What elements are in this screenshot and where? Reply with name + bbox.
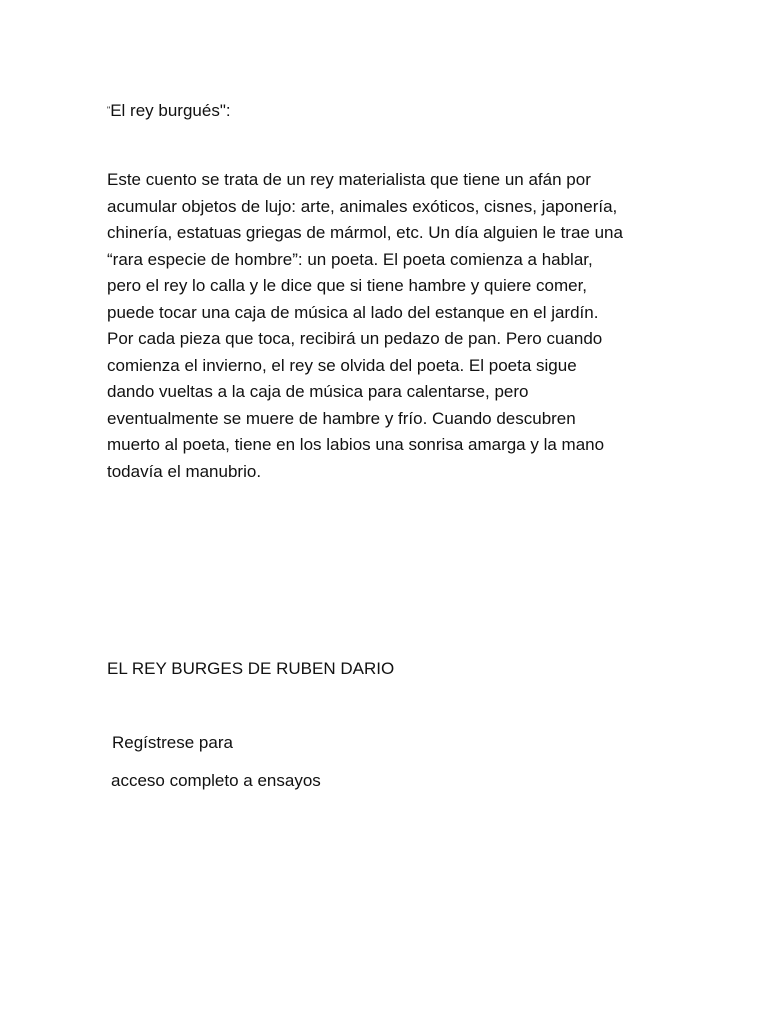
register-prompt: Regístrese para — [112, 733, 233, 752]
paragraph-line: dando vueltas a la caja de música para calentarse, pero — [107, 382, 529, 401]
paragraph-line: Este cuento se trata de un rey materialista que tiene un afán por — [107, 170, 591, 189]
section-heading: EL REY BURGES DE RUBEN DARIO — [107, 659, 395, 678]
paragraph-line: chinería, estatuas griegas de mármol, etc. Un día alguien le trae una — [107, 223, 623, 242]
paragraph-line: acumular objetos de lujo: arte, animales exóticos, cisnes, japonería, — [107, 196, 618, 216]
document-title — [107, 98, 231, 123]
summary-paragraph — [107, 167, 667, 485]
title-text: El rey burgués": — [110, 101, 231, 120]
title-open-quote: " — [107, 105, 111, 115]
paragraph-line: muerto al poeta, tiene en los labios una sonrisa amarga y la mano — [107, 435, 605, 454]
paragraph-line: comienza el invierno, el rey se olvida del poeta. El poeta sigue — [107, 355, 577, 375]
register-prompt-continued: acceso completo a ensayos — [111, 771, 321, 790]
paragraph-line: eventualmente se muere de hambre y frío. Cuando descubren — [107, 408, 576, 428]
paragraph-line: “rara especie de hombre”: un poeta. El poeta comienza a hablar, — [107, 249, 593, 269]
paragraph-line: pero el rey lo calla y le dice que si tiene hambre y quiere comer, — [107, 276, 588, 295]
paragraph-line: todavía el manubrio. — [107, 461, 262, 481]
paragraph-line: Por cada pieza que toca, recibirá un pedazo de pan. Pero cuando — [107, 329, 603, 348]
paragraph-line: puede tocar una caja de música al lado del estanque en el jardín. — [107, 302, 599, 322]
